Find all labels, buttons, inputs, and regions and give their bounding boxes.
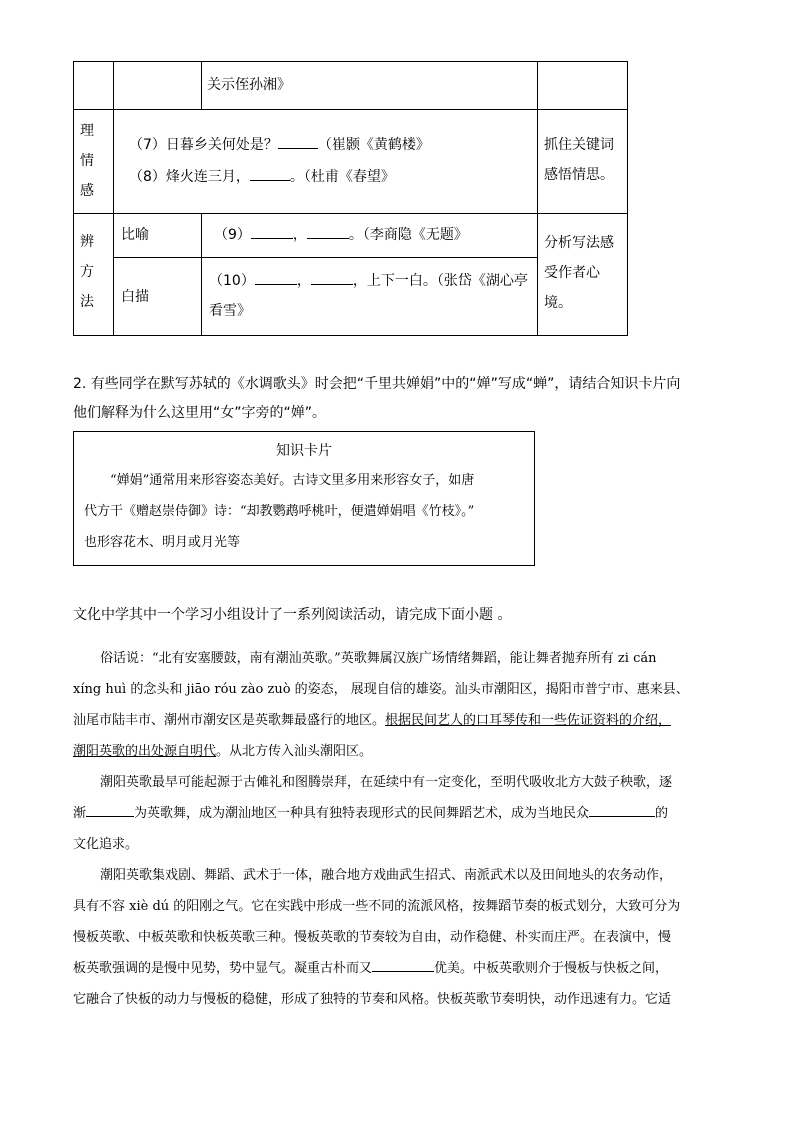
answer-blank[interactable] [251,223,293,239]
card-title: 知识卡片 [276,443,332,459]
blank-item-9: （9） ， 。（李商隐《无题》 [214,220,468,250]
answer-blank[interactable] [589,801,655,817]
answer-blank[interactable] [307,223,349,239]
answer-blank[interactable] [255,269,297,285]
question-2: 2. 有些同学在默写苏轼的《水调歌头》时会把“千里共婵娟”中的“婵”写成“蝉”，请结合知识卡片向 他们解释为什么这里用“女”字旁的“婵”。 [73,376,681,421]
blank-item-7: （7）日暮乡关何处是？ （崔颢《黄鹤楼》 [129,130,430,160]
blank-item-10: （10） ， ，上下一白。（张岱《湖心亭 看雪》 [209,266,534,326]
technique-sketch: 白描 [121,289,149,305]
answer-blank[interactable] [372,956,434,972]
knowledge-card: 知识卡片 “婵娟”通常用来形容姿态美好。古诗文里多用来形容女子，如唐 代方干《赠赵崇侍御》诗：“却教鹦鹉呼桃叶，便遣婵娟唱《竹枝》。” 也形容花木、明月或月光等 [73,431,535,566]
row-label-emotion: 理 情 感 [80,123,94,199]
answer-blank[interactable] [278,133,318,149]
method-note-technique: 分析写法感 受作者心 境。 [544,235,614,311]
answer-blank[interactable] [250,165,290,181]
answer-blank[interactable] [311,269,353,285]
answer-blank[interactable] [86,801,134,817]
underlined-sentence: 根据民间艺人的口耳琴传和一些佐证资料的介绍， [385,713,672,728]
technique-metaphor: 比喻 [121,227,149,243]
row-label-method: 辨 方 法 [80,234,94,310]
activity-intro: 文化中学其中一个学习小组设计了一系列阅读活动，请完成下面小题 。 [73,607,512,623]
blank-item-8: （8）烽火连三月， 。（杜甫《春望》 [129,162,395,192]
table-cell-poem-tail: 关示侄孙湘》 [207,77,291,93]
underlined-sentence: 潮阳英歌的出处源自明代 [73,744,217,759]
method-note-emotion: 抓住关键词 感悟情思。 [544,137,614,183]
